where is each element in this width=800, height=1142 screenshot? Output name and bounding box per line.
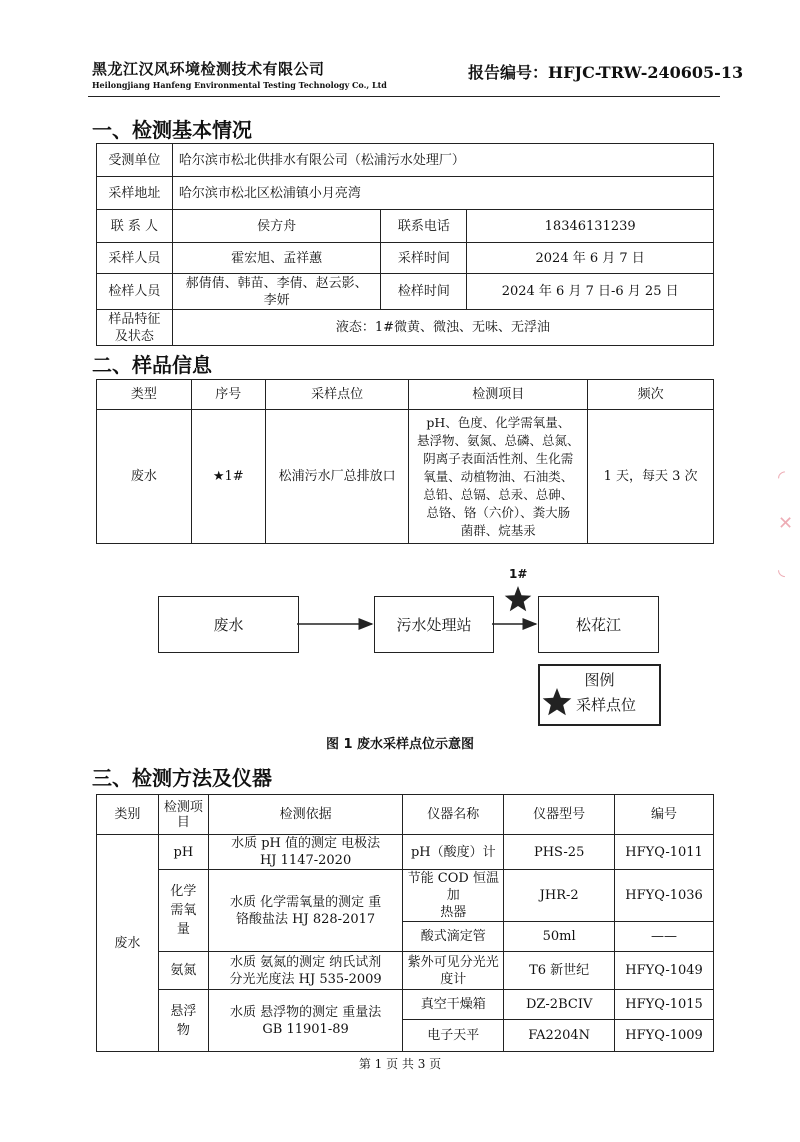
basis-line: 铬酸盐法 HJ 828-2017 (236, 911, 376, 927)
basis-line: GB 11901-89 (262, 1021, 349, 1037)
basis-ph (208, 835, 403, 870)
test-time-label: 检样时间 (381, 274, 467, 310)
instrument-vacuum-oven: 真空干燥箱 (403, 990, 504, 1020)
item-suspended-solids (158, 990, 208, 1052)
report-number-label: 报告编号： (468, 63, 549, 82)
methods-header-category: 类别 (97, 795, 159, 835)
instrument-balance: 电子天平 (403, 1020, 504, 1052)
sample-header-frequency: 频次 (588, 380, 714, 410)
instrument-line: 节能 COD 恒温加 (407, 871, 499, 903)
instrument-cod-burette: 酸式滴定管 (403, 922, 504, 952)
instrument-cod-heater (403, 870, 504, 922)
page-number: 第 1 页 共 3 页 (358, 1057, 442, 1071)
model-vacuum-oven: DZ-2BCIV (504, 990, 615, 1020)
sample-no: ★1# (191, 410, 265, 544)
legend-item-label: 采样点位 (576, 696, 637, 714)
basis-line: 水质 化学需氧量的测定 重 (229, 894, 382, 910)
phone-label: 联系电话 (381, 210, 467, 243)
sample-location: 松浦污水厂总排放口 (265, 410, 409, 544)
methods-header-model: 仪器型号 (504, 795, 615, 835)
contact-value: 侯方舟 (172, 210, 381, 243)
tester-label: 检样人员 (97, 274, 173, 310)
tester-value-line2: 李妍 (263, 292, 290, 308)
sample-item-line: 悬浮物、氨氮、总磷、总氮、 (417, 432, 580, 448)
feature-label-line1: 样品特征 (108, 311, 161, 327)
sample-item-line: pH、色度、化学需氧量、 (426, 414, 571, 430)
section-title-sample-info: 二、样品信息 (92, 353, 212, 377)
sample-item-line: 总铅、总镉、总汞、总砷、 (423, 486, 574, 502)
item-line: 悬浮 (170, 1003, 197, 1019)
sampling-point-star-icon (505, 586, 532, 611)
client-label: 受测单位 (97, 144, 173, 177)
seal-stamp-fragment: ◜ ✕ ◟ (778, 467, 794, 580)
item-cod (158, 870, 208, 952)
item-line: 需氧 (170, 903, 197, 918)
methods-header-code: 编号 (615, 795, 714, 835)
model-ph: PHS-25 (504, 835, 615, 870)
sample-header-no: 序号 (191, 380, 265, 410)
model-ammonia: T6 新世纪 (504, 952, 615, 990)
address-value: 哈尔滨市松北区松浦镇小月亮湾 (172, 177, 713, 210)
code-cod-burette: —— (615, 922, 714, 952)
basis-line: 分光光度法 HJ 535-2009 (229, 971, 382, 987)
basis-ammonia (208, 952, 403, 990)
contact-label: 联 系 人 (97, 210, 173, 243)
model-cod-heater: JHR-2 (504, 870, 615, 922)
basis-line: 水质 氨氮的测定 纳氏试剂 (229, 954, 382, 970)
sample-time-label: 采样时间 (381, 243, 467, 274)
instrument-line: 热器 (440, 905, 467, 920)
feature-label-line2: 及状态 (114, 328, 154, 344)
basis-line: HJ 1147-2020 (259, 853, 352, 868)
basis-line: 水质 pH 值的测定 电极法 (231, 836, 381, 851)
company-name-en: Heilongjiang Hanfeng Environmental Testing Technology Co., Ltd (92, 80, 387, 90)
sampler-value: 霍宏旭、孟祥蕙 (172, 243, 381, 274)
model-balance: FA2204N (504, 1020, 615, 1052)
item-ph: pH (158, 835, 208, 870)
item-ammonia: 氨氮 (158, 952, 208, 990)
methods-header-instrument: 仪器名称 (403, 795, 504, 835)
address-label: 采样地址 (97, 177, 173, 210)
sample-item-line: 阴离子表面活性剂、生化需 (423, 450, 574, 466)
basis-line: 水质 悬浮物的测定 重量法 (229, 1004, 382, 1020)
sample-frequency: 1 天，每天 3 次 (588, 410, 714, 544)
methods-category: 废水 (97, 835, 159, 1052)
test-time-value: 2024 年 6 月 7 日-6 月 25 日 (467, 274, 714, 310)
tester-value-line1: 郝倩倩、韩苗、李倩、赵云影、 (185, 275, 368, 291)
client-value: 哈尔滨市松北供排水有限公司（松浦污水处理厂） (172, 144, 713, 177)
sample-item-line: 氧量、动植物油、石油类、 (423, 468, 574, 484)
legend-title: 图例 (584, 671, 615, 689)
item-line: 物 (176, 1022, 190, 1038)
figure-caption: 图 1 废水采样点位示意图 (325, 737, 475, 752)
flow-box-treatment-station: 污水处理站 (374, 596, 494, 653)
feature-value: 液态：1#微黄、微浊、无味、无浮油 (172, 310, 713, 346)
methods-table (96, 794, 714, 1052)
code-ammonia: HFYQ-1049 (615, 952, 714, 990)
sample-time-value: 2024 年 6 月 7 日 (467, 243, 714, 274)
sample-item-line: 菌群、烷基汞 (460, 522, 536, 538)
code-cod-heater: HFYQ-1036 (615, 870, 714, 922)
methods-header-basis: 检测依据 (208, 795, 403, 835)
code-vacuum-oven: HFYQ-1015 (615, 990, 714, 1020)
instrument-line: 度计 (440, 971, 467, 987)
basis-cod (208, 870, 403, 952)
sample-type: 废水 (97, 410, 192, 544)
instrument-line: 紫外可见分光光 (407, 954, 499, 970)
model-cod-burette: 50ml (504, 922, 615, 952)
instrument-ph: pH（酸度）计 (403, 835, 504, 870)
item-line: 化学 (170, 884, 197, 899)
sample-header-type: 类型 (97, 380, 192, 410)
sampler-label: 采样人员 (97, 243, 173, 274)
company-name-cn: 黑龙江汉风环境检测技术有限公司 (92, 60, 325, 78)
flow-box-songhua-river: 松花江 (538, 596, 659, 653)
item-line: 量 (176, 922, 190, 937)
methods-header-item: 检测项目 (158, 795, 208, 835)
legend-box (538, 664, 661, 726)
flow-box-wastewater: 废水 (158, 596, 299, 653)
sample-header-items: 检测项目 (409, 380, 588, 410)
section-title-methods: 三、检测方法及仪器 (92, 766, 272, 790)
sample-item-line: 总铬、铬（六价）、粪大肠 (426, 504, 571, 520)
sampling-point-label: 1# (509, 567, 528, 581)
report-number-value: HFJC-TRW-240605-13 (548, 63, 744, 82)
basis-suspended-solids (208, 990, 403, 1052)
phone-value: 18346131239 (467, 210, 714, 243)
code-ph: HFYQ-1011 (615, 835, 714, 870)
instrument-ammonia (403, 952, 504, 990)
code-balance: HFYQ-1009 (615, 1020, 714, 1052)
sample-header-location: 采样点位 (265, 380, 409, 410)
section-title-basic-info: 一、检测基本情况 (92, 118, 252, 142)
